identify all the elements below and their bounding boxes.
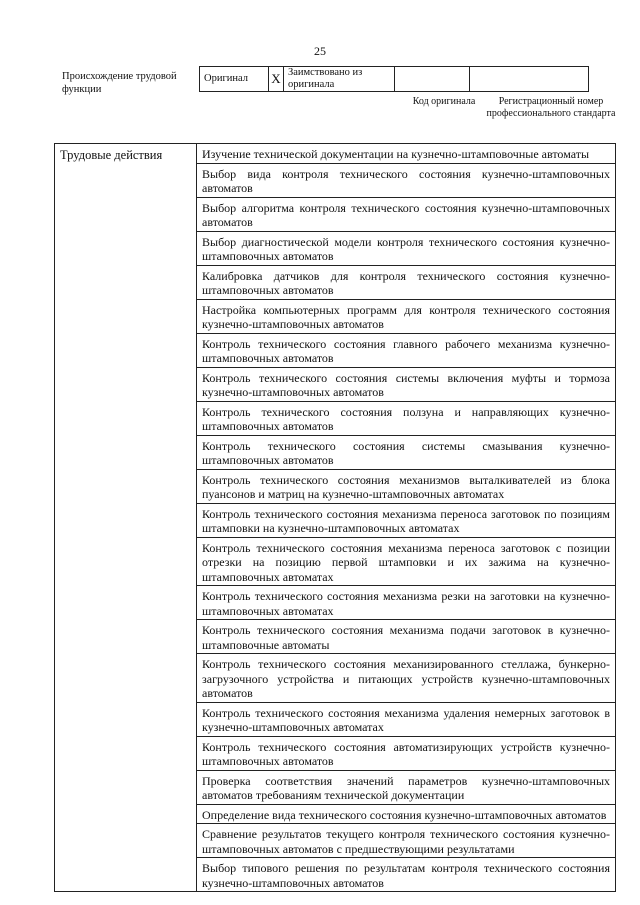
- action-item: Выбор алгоритма контроля технического состояния кузнечно-штамповочных автоматов: [197, 197, 616, 231]
- action-item: Контроль технического состояния механизмов выталкивателей из блока пуансонов и матриц на кузнечно-штамповочных автоматах: [197, 469, 616, 503]
- table-row: [55, 144, 616, 164]
- action-item: Контроль технического состояния механизма переноса заготовок по позициям штамповки на кузнечно-штамповочных автоматах: [197, 503, 616, 537]
- original-mark: X: [269, 67, 284, 92]
- action-item: Контроль технического состояния механизированного стеллажа, бункерно-загрузочного устройства и питающих устройств кузнечно-штамповочных автоматов: [197, 654, 616, 703]
- origin-row: [200, 67, 589, 92]
- action-item: Контроль технического состояния механизма удаления немерных заготовок в кузнечно-штамповочных автоматах: [197, 702, 616, 736]
- labor-actions-body: [55, 144, 616, 892]
- action-item: Выбор типового решения по результатам контроля технического состояния кузнечно-штамповочных автоматов: [197, 858, 616, 892]
- registration-number-cell: [470, 67, 589, 92]
- original-code-cell: [395, 67, 470, 92]
- action-item: Сравнение результатов текущего контроля технического состояния кузнечно-штамповочных автоматов с предшествующими результатами: [197, 824, 616, 858]
- page-number: 25: [314, 44, 326, 58]
- action-item: Калибровка датчиков для контроля технического состояния кузнечно-штамповочных автоматов: [197, 265, 616, 299]
- original-label: Оригинал: [200, 67, 269, 92]
- action-item: Настройка компьютерных программ для контроля технического состояния кузнечно-штамповочных автоматов: [197, 299, 616, 333]
- action-item: Выбор диагностической модели контроля технического состояния кузнечно-штамповочных автоматов: [197, 231, 616, 265]
- action-item: Выбор вида контроля технического состояния кузнечно-штамповочных автоматов: [197, 163, 616, 197]
- labor-actions-table: [54, 143, 616, 892]
- action-item: Контроль технического состояния механизма подачи заготовок в кузнечно-штамповочные автоматы: [197, 620, 616, 654]
- action-item: Контроль технического состояния автоматизирующих устройств кузнечно-штамповочных автоматов: [197, 736, 616, 770]
- action-item: Контроль технического состояния механизма резки на заготовки на кузнечно-штамповочных автоматах: [197, 586, 616, 620]
- origin-table: [199, 66, 589, 92]
- action-item: Контроль технического состояния системы смазывания кузнечно-штамповочных автоматов: [197, 435, 616, 469]
- action-item: Определение вида технического состояния кузнечно-штамповочных автоматов: [197, 804, 616, 824]
- action-item: Изучение технической документации на кузнечно-штамповочные автоматы: [197, 144, 616, 164]
- borrowed-label: Заимствовано из оригинала: [284, 67, 395, 92]
- labor-actions-label: Трудовые действия: [55, 144, 197, 892]
- code-label: Код оригинала: [412, 96, 476, 107]
- action-item: Контроль технического состояния системы включения муфты и тормоза кузнечно-штамповочных автоматов: [197, 367, 616, 401]
- reg-label: Регистрационный номер профессионального стандарта: [486, 96, 616, 119]
- action-item: Проверка соответствия значений параметров кузнечно-штамповочных автоматов требованиям технической документации: [197, 770, 616, 804]
- action-item: Контроль технического состояния главного рабочего механизма кузнечно-штамповочных автоматов: [197, 333, 616, 367]
- action-item: Контроль технического состояния механизма переноса заготовок с позиции отрезки на позицию первой штамповки и их зажима на кузнечно-штамповочных автоматах: [197, 537, 616, 586]
- action-item: Контроль технического состояния ползуна и направляющих кузнечно-штамповочных автоматов: [197, 401, 616, 435]
- origin-label: Происхождение трудовой функции: [62, 71, 177, 95]
